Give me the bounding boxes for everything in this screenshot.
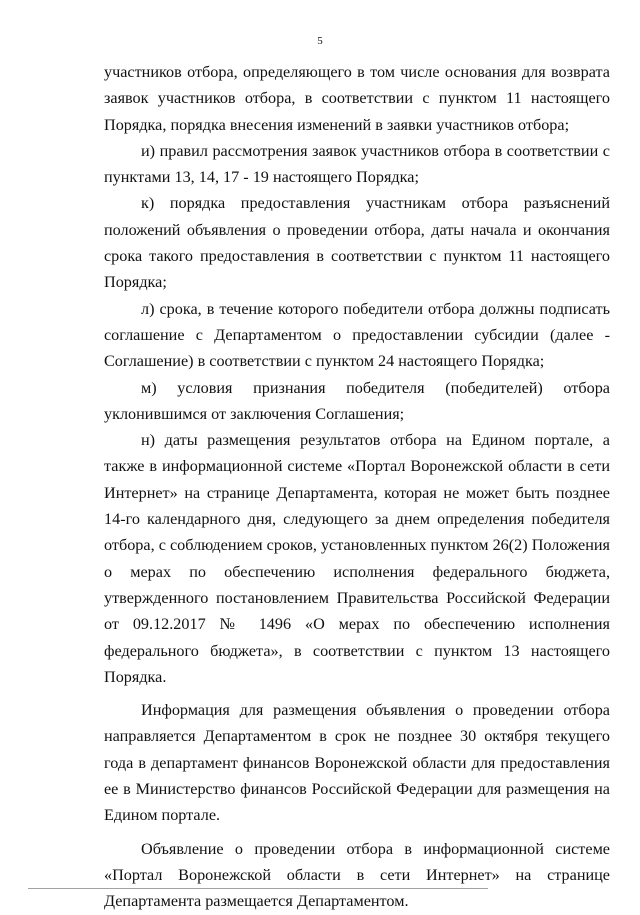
paragraph-information: Информация для размещения объявления о проведении отбора направляется Департаментом в срок не позднее 30 октября текущего года в департамент финансов Воронежской области для предоставления ее в Министерство финансов Российской Федерации для размещения на Едином портале. — [104, 701, 610, 825]
document-body — [104, 59, 610, 915]
scan-edge-line — [28, 888, 488, 889]
page-number: 5 — [317, 35, 323, 47]
paragraph-item-m: м) условия признания победителя (победителей) отбора уклонившимся от заключения Соглашения; — [104, 378, 610, 423]
paragraph-announcement: Объявление о проведении отбора в информационной системе «Портал Воронежской области в сети Интернет» на странице Департамента размещается Департаментом. — [104, 839, 610, 911]
paragraph-item-l: л) срока, в течение которого победители отбора должны подписать соглашение с Департаментом о предоставлении субсидии (далее - Соглашение) в соответствии с пунктом 24 настоящего Порядка; — [104, 299, 610, 371]
paragraph-continuation: участников отбора, определяющего в том числе основания для возврата заявок участников отбора, в соответствии с пунктом 11 настоящего Порядка, порядка внесения изменений в заявки участников отбора; — [104, 63, 610, 134]
paragraph-item-i: и) правил рассмотрения заявок участников отбора в соответствии с пунктами 13, 14, 17 - 19 настоящего Порядка; — [104, 141, 610, 187]
paragraph-item-n: н) даты размещения результатов отбора на Едином портале, а также в информационной системе «Портал Воронежской области в сети Интернет» на странице Департамента, которая не может быть позднее 14-го календарного дня, следующего за днем определения победителя отбора, с соблюдением сроков, установленных пунктом 26(2) Положения о мерах по обеспечению исполнения федерального бюджета, утвержденного постановлением Правительства Российской Федерации от 09.12.2017 № 1496 «О мерах по обеспечению исполнения федерального бюджета», в соответствии с пунктом 13 настоящего Порядка. — [104, 431, 610, 686]
paragraph-item-k: к) порядка предоставления участникам отбора разъяснений положений объявления о проведении отбора, даты начала и окончания срока такого предоставления в соответствии с пунктом 11 настоящего Порядка; — [104, 194, 610, 292]
